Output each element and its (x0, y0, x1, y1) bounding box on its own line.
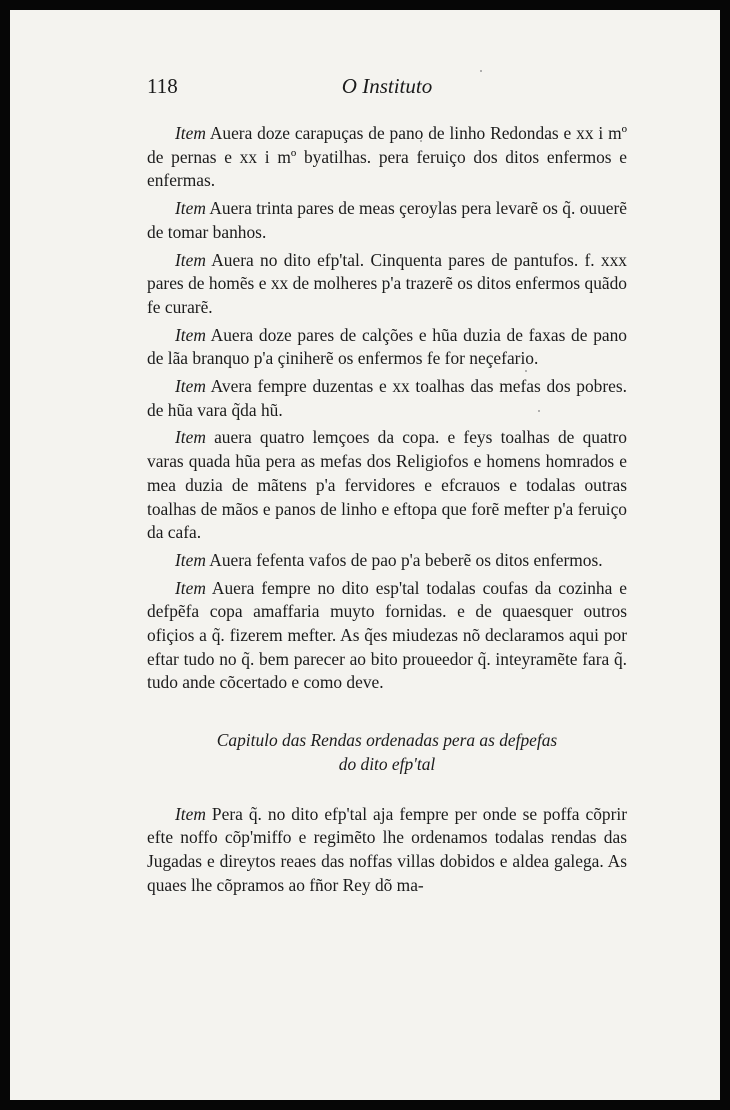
paragraph-text: Auera doze carapuças de pano de linho Redondas e xx i mº de pernas e xx i mº byatilhas. pera feruiço dos ditos enfermos e enfermas. (147, 123, 627, 191)
chapter-heading-line: Capitulo das Rendas ordenadas pera as defpefas (216, 730, 558, 751)
paragraph (147, 803, 627, 898)
paragraph-text: Auera fefenta vafos de pao p'a beberẽ os ditos enfermos. (209, 549, 603, 570)
paper-speck (480, 70, 482, 72)
paragraph-lead: Item (175, 803, 206, 824)
paragraph-lead: Item (175, 123, 206, 143)
paragraph-lead: Item (175, 324, 206, 345)
running-title: O Instituto (341, 74, 433, 98)
page-number: 118 (147, 74, 178, 98)
paragraph (147, 549, 627, 573)
chapter-heading (147, 729, 627, 776)
paragraph-text: Avera fempre duzentas e xx toalhas das mefas dos pobres. de hũa vara q̃da hũ. (147, 376, 627, 420)
paragraph-text: Auera doze pares de calções e hũa duzia de faxas de pano de lãa branquo p'a çiniherẽ os enfermos fe for neçefario. (147, 324, 627, 369)
paragraph-lead: Item (175, 198, 206, 219)
paragraph-text: Pera q̃. no dito efp'tal aja fempre per onde se poffa cõprir efte noffo cõp'miffo e regimẽto lhe ordenamos todalas rendas das Jugadas e direytos reaes das noffas villas dobidos e aldea galega. As quaes lhe cõpramos ao fñor Rey dõ ma- (147, 803, 627, 895)
paragraph (147, 426, 627, 545)
body-text (147, 122, 627, 897)
paragraph (147, 577, 627, 696)
paragraph-lead: Item (175, 376, 206, 397)
book-page (10, 10, 720, 1100)
paragraph-text: Auera fempre no dito esp'tal todalas coufas da cozinha e defpẽfa copa amaffaria muyto fornidas. e de quaesquer outros ofiçios a q̃. fizerem mefter. As q̃es miudezas nõ declaramos aqui por eftar tudo no q̃. bem parecer ao bito proueedor q̃. inteyramẽte fara q̃. tudo ande cõcertado e como deve. (147, 577, 627, 693)
page-header (147, 74, 627, 104)
paragraph-lead: Item (175, 427, 206, 448)
paragraph (147, 324, 627, 371)
paragraph-lead: Item (175, 549, 206, 570)
paragraph (147, 249, 627, 320)
paragraph-lead: Item (175, 249, 206, 270)
paragraph (147, 375, 627, 422)
paragraph-text: auera quatro lemçoes da copa. e feys toalhas de quatro varas quada hũa pera as mefas dos Religiofos e homens homrados e mea duzia de mãtens p'a fervidores e efcrauos e todalas outras toalhas de mãos e panos de linho e eftopa que forẽ mefter p'a feruiço da cafa. (147, 427, 627, 543)
paragraph (147, 197, 627, 244)
paragraph-lead: Item (175, 577, 206, 598)
chapter-heading-line: do dito efp'tal (338, 753, 436, 774)
paragraph-text: Auera no dito efp'tal. Cinquenta pares de pantufos. f. xxx pares de homẽs e xx de molheres p'a trazerẽ os ditos enfermos quãdo fe curarẽ. (147, 249, 627, 317)
paragraph (147, 122, 627, 193)
paragraph-text: Auera trinta pares de meas çeroylas pera levarẽ os q̃. ouuerẽ de tomar banhos. (147, 198, 628, 242)
